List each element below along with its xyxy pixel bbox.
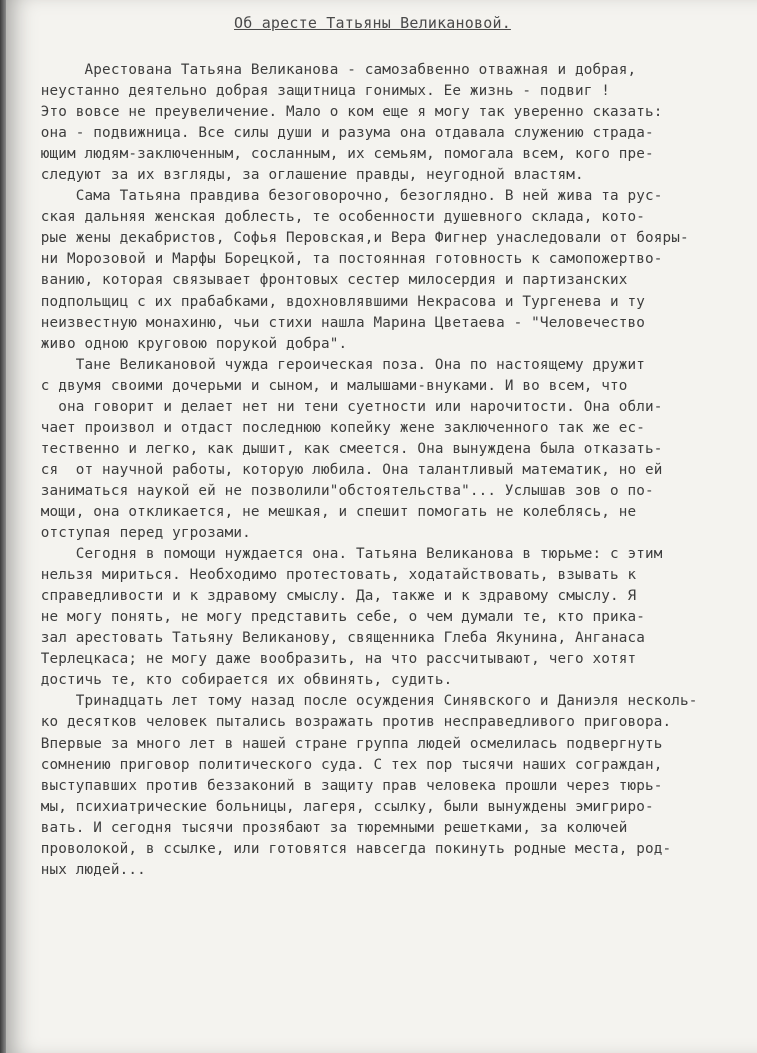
- text-line: справедливости и к здравому смыслу. Да, также и к здравому смыслу. Я: [32, 588, 637, 605]
- text-line: достичь те, кто собирается их обвинять, судить.: [32, 672, 453, 689]
- text-line: подпольщиц с их прабабками, вдохновлявшими Некрасова и Тургенева и ту: [32, 293, 646, 310]
- text-line: заниматься наукой ей не позволили"обстоятельства"... Услышав зов о по-: [32, 482, 654, 499]
- text-line: ных людей...: [32, 861, 146, 878]
- text-line: Впервые за много лет в нашей стране группа людей осмелилась подвергнуть: [32, 735, 663, 752]
- text-line: ванию, которая связывает фронтовых сестер милосердия и партизанских: [32, 272, 628, 289]
- text-line: следуют за их взгляды, за оглашение правды, неугодной властям.: [32, 167, 584, 184]
- text-line: мы, психиатрические больницы, лагеря, ссылку, были вынуждены эмигриро-: [32, 798, 654, 815]
- text-line: она говорит и делает нет ни тени суетности или нарочитости. Она обли-: [32, 398, 663, 415]
- text-line: ко десятков человек пытались возражать против несправедливого приговора.: [32, 714, 672, 731]
- text-line: чает произвол и отдаст последнюю копейку жене заключенного так же ес-: [32, 419, 646, 436]
- text-line: Тане Великановой чужда героическая поза. Она по настоящему дружит: [32, 356, 646, 373]
- text-line: неустанно деятельно добрая защитница гонимых. Ее жизнь - подвиг !: [32, 83, 610, 100]
- text-line: Арестована Татьяна Великанова - самозабвенно отважная и добрая,: [32, 62, 637, 78]
- text-line: нельзя мириться. Необходимо протестовать, ходатайствовать, взывать к: [32, 567, 637, 584]
- text-line: рые жены декабристов, Софья Перовская,и Вера Фигнер унаследовали от бояры-: [32, 230, 689, 247]
- text-line: ни Морозовой и Марфы Борецкой, та постоянная готовность к самопожертво-: [32, 251, 663, 268]
- text-line: мощи, она откликается, не мешкая, и спешит помогать не колеблясь, не: [32, 503, 637, 520]
- text-line: Сегодня в помощи нуждается она. Татьяна Великанова в тюрьме: с этим: [32, 546, 663, 563]
- text-line: с двумя своими дочерьми и сыном, и малышами-внуками. И во всем, что: [32, 377, 628, 394]
- text-line: ская дальняя женская доблесть, те особенности душевного склада, кото-: [32, 209, 646, 226]
- text-line: не могу понять, не могу представить себе, о чем думали те, кто прика-: [32, 609, 646, 626]
- text-line: сомнению приговор политического суда. С тех пор тысячи наших сограждан,: [32, 756, 663, 773]
- typewritten-page: [6, 0, 757, 1053]
- text-line: живо одною круговою порукой добра".: [32, 335, 348, 352]
- text-line: ся от научной работы, которую любила. Она талантливый математик, но ей: [32, 461, 663, 478]
- text-line: Это вовсе не преувеличение. Мало о ком еще я могу так уверенно сказать:: [32, 104, 663, 121]
- text-line: Тринадцать лет тому назад после осуждения Синявского и Даниэля несколь-: [32, 693, 698, 710]
- document-body: [32, 60, 752, 881]
- text-line: выступавших против беззаконий в защиту прав человека прошли через тюрь-: [32, 777, 663, 794]
- text-line: отступая перед угрозами.: [32, 525, 251, 542]
- text-line: Сама Татьяна правдива безоговорочно, безоглядно. В ней жива та рус-: [32, 188, 663, 205]
- text-line: она - подвижница. Все силы души и разума она отдавала служению страда-: [32, 125, 654, 142]
- text-line: тественно и легко, как дышит, как смеется. Она вынуждена была отказать-: [32, 440, 663, 457]
- text-line: вать. И сегодня тысячи прозябают за тюремными решетками, за колючей: [32, 819, 628, 836]
- document-title: Об аресте Татьяны Великановой.: [234, 14, 511, 32]
- text-line: неизвестную монахиню, чьи стихи нашла Марина Цветаева - "Человечество: [32, 314, 646, 331]
- text-line: ющим людям-заключенным, сосланным, их семьям, помогала всем, кого пре-: [32, 146, 654, 163]
- text-line: Терлецкаса; не могу даже вообразить, на что рассчитывают, чего хотят: [32, 651, 637, 668]
- text-line: проволокой, в ссылке, или готовятся навсегда покинуть родные места, род-: [32, 840, 672, 857]
- text-line: зал арестовать Татьяну Великанову, священника Глеба Якунина, Анганаса: [32, 630, 646, 647]
